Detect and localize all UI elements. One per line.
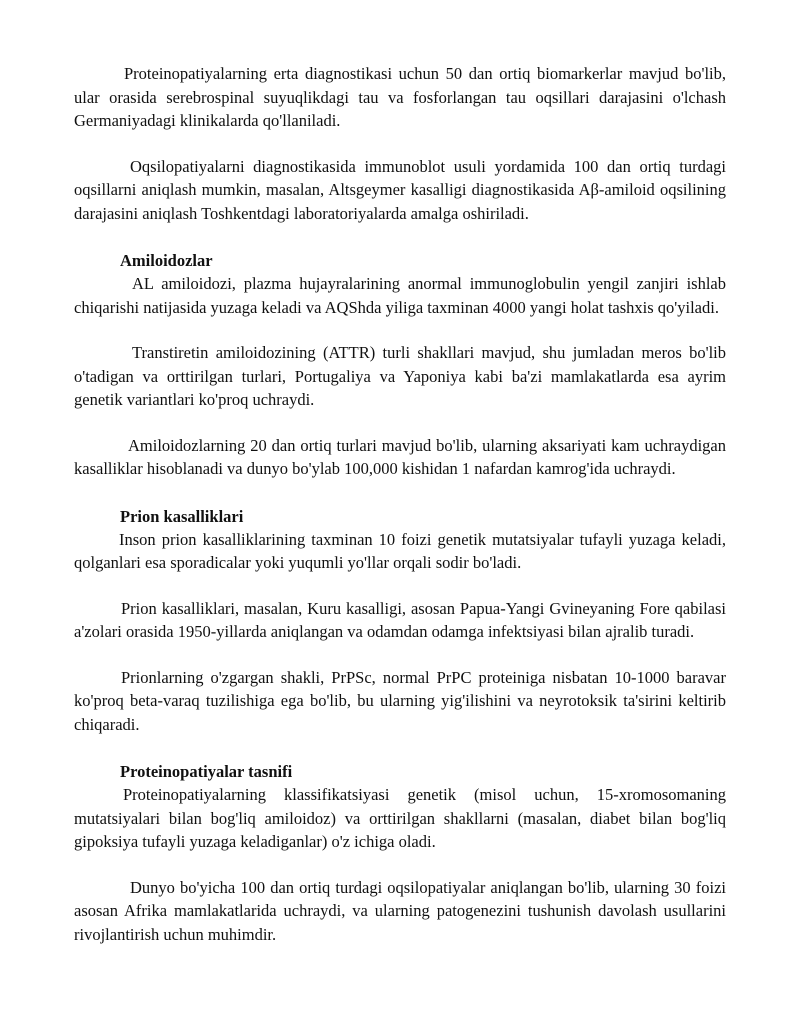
paragraph-immunoblot: Oqsilopatiyalarni diagnostikasida immunoblot usuli yordamida 100 dan ortiq turdagi oqsillarni aniqlash mumkin, masalan, Altsgeymer kasalligi diagnostikasida Aβ-amiloid oqsilining darajasini aniqlash Toshkentdagi laboratoriyalarda amalga oshiriladi.	[74, 156, 726, 223]
document-body	[74, 62, 726, 946]
heading-classification: Proteinopatiyalar tasnifi	[120, 762, 293, 781]
heading-prion-diseases: Prion kasalliklari	[120, 506, 244, 526]
paragraph-prpsc: Prionlarning o'zgargan shakli, PrPSc, normal PrPC proteiniga nisbatan 10-1000 baravar ko'proq beta-varaq tuzilishiga ega bo'lib, bu ularning yig'ilishini va neyrotoksik ta'sirini keltirib chiqaradi.	[74, 667, 726, 734]
paragraph-prion-genetic: Inson prion kasalliklarining taxminan 10 foizi genetik mutatsiyalar tufayli yuzaga keladi, qolganlari esa sporadicalar yoki yuqumli yo'llar orqali sodir bo'ladi.	[74, 529, 726, 572]
paragraph-biomarkers: Proteinopatiyalarning erta diagnostikasi uchun 50 dan ortiq biomarkerlar mavjud bo'lib, ular orasida serebrospinal suyuqlikdagi tau va fosforlangan tau oqsillari darajasini o'lchash Germaniyadagi klinikalarda qo'llaniladi.	[74, 64, 726, 130]
paragraph-classification: Proteinopatiyalarning klassifikatsiyasi genetik (misol uchun, 15-xromosomaning mutatsiyalari bilan bog'liq amiloidoz) va orttirilgan shakllarni (masalan, diabet bilan bog'liq gipoksiya tufayli yuzaga keladiganlar) o'z ichiga oladi.	[74, 785, 726, 851]
heading-amiloidozlar: Amiloidozlar	[120, 251, 213, 270]
paragraph-al-amyloidosis: AL amiloidozi, plazma hujayralarining anormal immunoglobulin yengil zanjiri ishlab chiqarishi natijasida yuzaga keladi va AQShda yiliga taxminan 4000 yangi holat tashxis qo'yiladi.	[74, 274, 726, 317]
paragraph-amyloidosis-types: Amiloidozlarning 20 dan ortiq turlari mavjud bo'lib, ularning aksariyati kam uchraydigan kasalliklar hisoblanadi va dunyo bo'ylab 100,000 kishidan 1 nafardan kamrog'ida uchraydi.	[74, 435, 726, 478]
paragraph-attr: Transtiretin amiloidozining (ATTR) turli shakllari mavjud, shu jumladan meros bo'lib o'tadigan va orttirilgan turlari, Portugaliya va Yaponiya kabi ba'zi mamlakatlarda esa ayrim genetik variantlari ko'proq uchraydi.	[74, 343, 726, 409]
paragraph-worldwide: Dunyo bo'yicha 100 dan ortiq turdagi oqsilopatiyalar aniqlangan bo'lib, ularning 30 foizi asosan Afrika mamlakatlarida uchraydi, va ularning patogenezini tushunish davolash usullarini rivojlantirish uchun muhimdir.	[74, 877, 726, 944]
paragraph-kuru: Prion kasalliklari, masalan, Kuru kasalligi, asosan Papua-Yangi Gvineyaning Fore qabilasi a'zolari orasida 1950-yillarda aniqlangan va odamdan odamga infektsiyasi bilan ajralib turadi.	[74, 598, 726, 641]
